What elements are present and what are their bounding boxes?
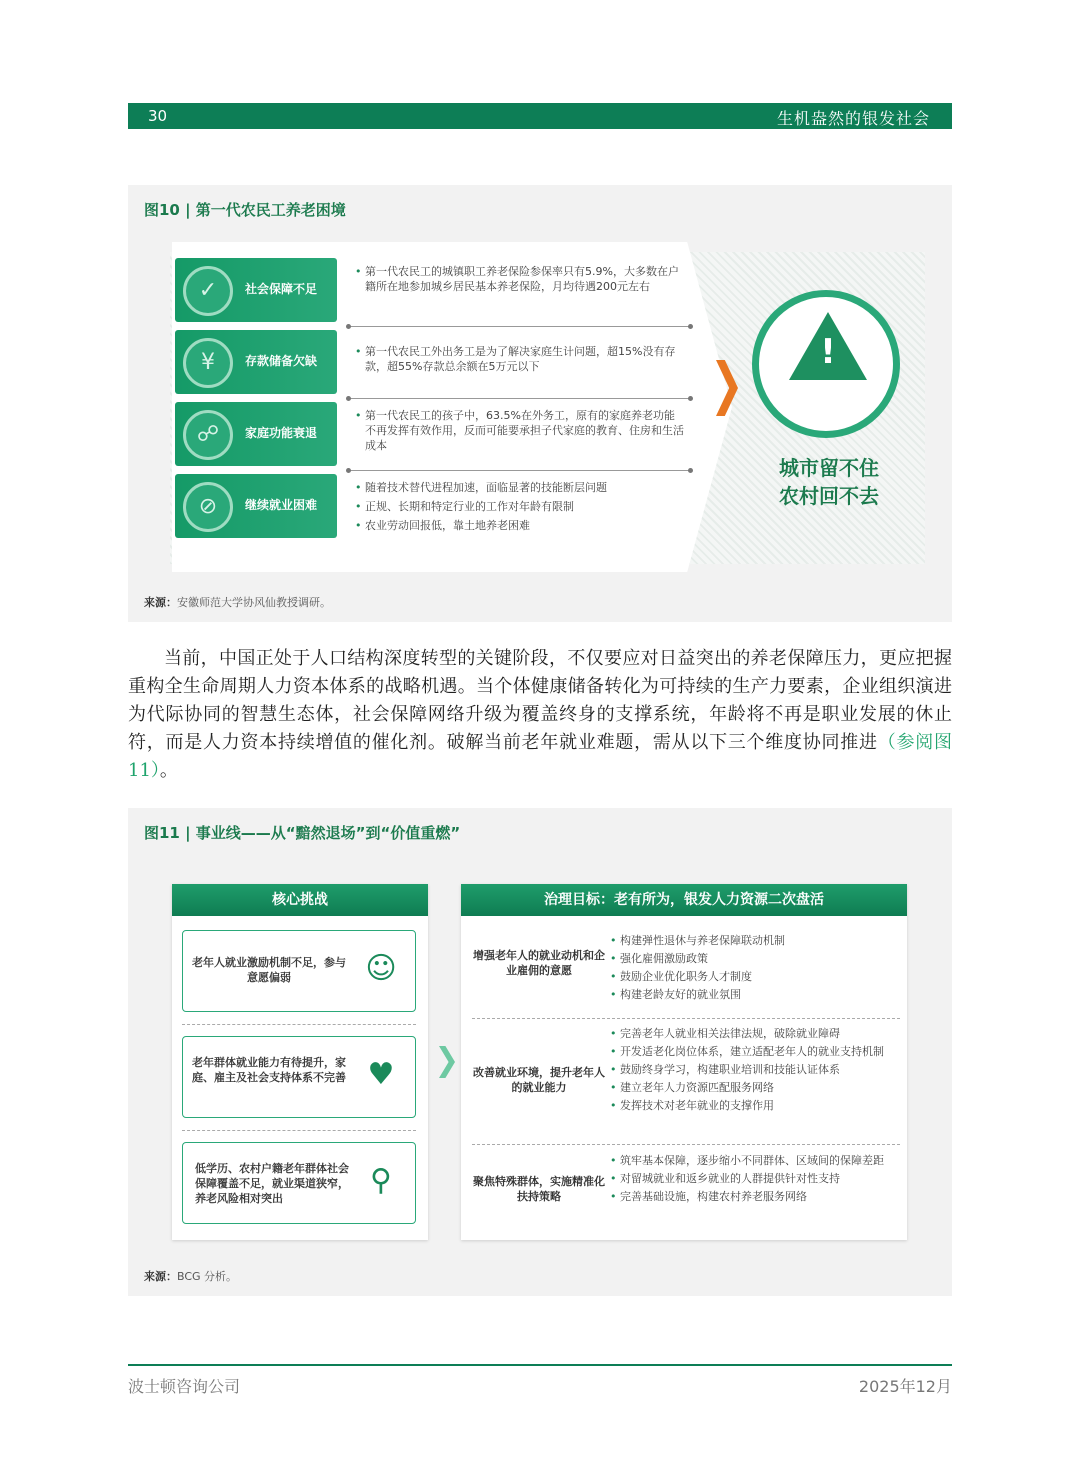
row-text xyxy=(355,344,685,374)
bullet: • 随着技术替代进程加速，面临显著的技能断层问题 xyxy=(355,478,685,497)
row-savings xyxy=(175,330,695,394)
challenge-card xyxy=(182,1142,416,1224)
source-text: 安徽师范大学协风仙教授调研。 xyxy=(177,596,331,609)
report-title: 生机盎然的银发社会 xyxy=(776,109,930,128)
goal-item: • 完善基础设施，构建农村养老服务网络 xyxy=(610,1188,900,1206)
figure-11-link[interactable]: （参阅图 11） xyxy=(128,732,952,781)
bullet: • 正规、长期和特定行业的工作对年龄有限制 xyxy=(355,497,685,516)
goal-item: • 建立老年人力资源匹配服务网络 xyxy=(610,1079,900,1097)
challenge-text: 老年群体就业能力有待提升，家庭、雇主及社会支持体系不完善 xyxy=(192,1056,346,1084)
source-label: 来源： xyxy=(144,596,177,609)
goal-item: • 开发适老化岗位体系，建立适配老年人的就业支持机制 xyxy=(610,1043,900,1061)
goal-items xyxy=(610,1025,900,1115)
goal-item: • 筑牢基本保障，逐步缩小不同群体、区域间的保障差距 xyxy=(610,1152,900,1170)
page-header xyxy=(128,103,952,129)
challenge-card xyxy=(182,930,416,1012)
person-idea-icon: ☺ xyxy=(365,951,397,986)
page-number: 30 xyxy=(148,107,168,125)
footer-rule xyxy=(128,1364,952,1366)
goal-item: • 对留城就业和返乡就业的人群提供针对性支持 xyxy=(610,1170,900,1188)
goal-row xyxy=(470,932,900,1012)
row-label: 继续就业困难 xyxy=(245,498,318,512)
bullet: • 第一代农民工的孩子中，63.5%在外务工，原有的家庭养老功能不再发挥有效作用，反而可能要承担子代家庭的教育、住房和生活成本 xyxy=(355,408,685,453)
goal-items xyxy=(610,1152,900,1206)
money-hand-icon: ¥ xyxy=(183,338,233,388)
goal-item: • 构建弹性退休与养老保障联动机制 xyxy=(610,932,900,950)
figure-10-source xyxy=(144,594,331,610)
dashed-divider xyxy=(182,1024,416,1025)
goal-row xyxy=(470,1152,900,1232)
figure-11-source xyxy=(144,1268,237,1284)
challenges-header: 核心挑战 xyxy=(172,884,428,916)
family-icon: ☍ xyxy=(183,410,233,460)
dashed-divider xyxy=(472,1144,900,1145)
footer-date: 2025年12月 xyxy=(858,1377,952,1396)
row-tab xyxy=(175,402,337,466)
row-label: 社会保障不足 xyxy=(245,282,318,296)
row-text xyxy=(355,478,685,535)
dashed-divider xyxy=(472,1018,900,1019)
shield-icon: ✓ xyxy=(183,266,233,316)
goal-title: 改善就业环境，提升老年人的就业能力 xyxy=(473,1066,605,1094)
row-text xyxy=(355,264,685,294)
row-family xyxy=(175,402,695,466)
row-label: 家庭功能衰退 xyxy=(245,426,318,440)
goal-row xyxy=(470,1025,900,1135)
row-social-security xyxy=(175,258,695,322)
conclusion-text xyxy=(760,454,898,510)
row-tab xyxy=(175,330,337,394)
divider xyxy=(348,326,691,327)
goal-item: • 鼓励企业优化职务人才制度 xyxy=(610,968,900,986)
bullet: • 农业劳动回报低，靠土地养老困难 xyxy=(355,516,685,535)
divider xyxy=(348,398,691,399)
body-paragraph xyxy=(128,645,952,785)
conclusion-line: 农村回不去 xyxy=(779,484,879,508)
row-employment xyxy=(175,474,695,538)
goal-item: • 强化雇佣激励政策 xyxy=(610,950,900,968)
source-label: 来源： xyxy=(144,1270,177,1283)
hands-heart-icon: ♥ xyxy=(367,1057,395,1092)
figure-11-title: 图11 | 事业线——从“黯然退场”到“价值重燃” xyxy=(144,824,461,842)
goal-title: 聚焦特殊群体，实施精准化扶持策略 xyxy=(473,1175,605,1203)
figure-10-title: 图10 | 第一代农民工养老困境 xyxy=(144,201,346,219)
row-text xyxy=(355,408,685,453)
goal-items xyxy=(610,932,900,1004)
challenge-card xyxy=(182,1036,416,1118)
dashed-divider xyxy=(182,1130,416,1131)
row-tab xyxy=(175,474,337,538)
source-text: BCG 分析。 xyxy=(177,1270,238,1283)
row-label: 存款储备欠缺 xyxy=(245,354,318,368)
paragraph-end: 。 xyxy=(159,760,178,781)
magnifier-person-icon: ⚲ xyxy=(370,1163,392,1198)
warning-exclamation: ! xyxy=(820,332,836,372)
conclusion-line: 城市留不住 xyxy=(779,456,879,480)
goal-title: 增强老年人的就业动机和企业雇佣的意愿 xyxy=(473,949,605,977)
challenge-text: 低学历、农村户籍老年群体社会保障覆盖不足，就业渠道狭窄，养老风险相对突出 xyxy=(195,1162,349,1205)
challenge-text: 老年人就业激励机制不足，参与意愿偏弱 xyxy=(192,956,346,984)
paragraph-text: 当前，中国正处于人口结构深度转型的关键阶段，不仅要应对日益突出的养老保障压力，更应把握重构全生命周期人力资本体系的战略机遇。当个体健康储备转化为可持续的生产力要素，企业组织演进为代际协同的智慧生态体，社会保障网络升级为覆盖终身的支撑系统，年龄将不再是职业发展的休止符，而是人力资本持续增值的催化剂。破解当前老年就业难题，需从以下三个维度协同推进 xyxy=(128,648,952,753)
row-tab xyxy=(175,258,337,322)
divider xyxy=(348,470,691,471)
goal-item: • 鼓励终身学习，构建职业培训和技能认证体系 xyxy=(610,1061,900,1079)
goal-item: • 构建老龄友好的就业氛围 xyxy=(610,986,900,1004)
goal-item: • 发挥技术对老年就业的支撑作用 xyxy=(610,1097,900,1115)
goals-header: 治理目标：老有所为，银发人力资源二次盘活 xyxy=(461,884,907,916)
goal-item: • 完善老年人就业相关法律法规，破除就业障碍 xyxy=(610,1025,900,1043)
footer-company: 波士顿咨询公司 xyxy=(128,1377,241,1396)
briefcase-no-icon: ⊘ xyxy=(183,482,233,532)
bullet: • 第一代农民工外出务工是为了解决家庭生计问题，超15%没有存款，超55%存款总余额在5万元以下 xyxy=(355,344,685,374)
bullet: • 第一代农民工的城镇职工养老保险参保率只有5.9%，大多数在户籍所在地参加城乡居民基本养老保险，月均待遇200元左右 xyxy=(355,264,685,294)
